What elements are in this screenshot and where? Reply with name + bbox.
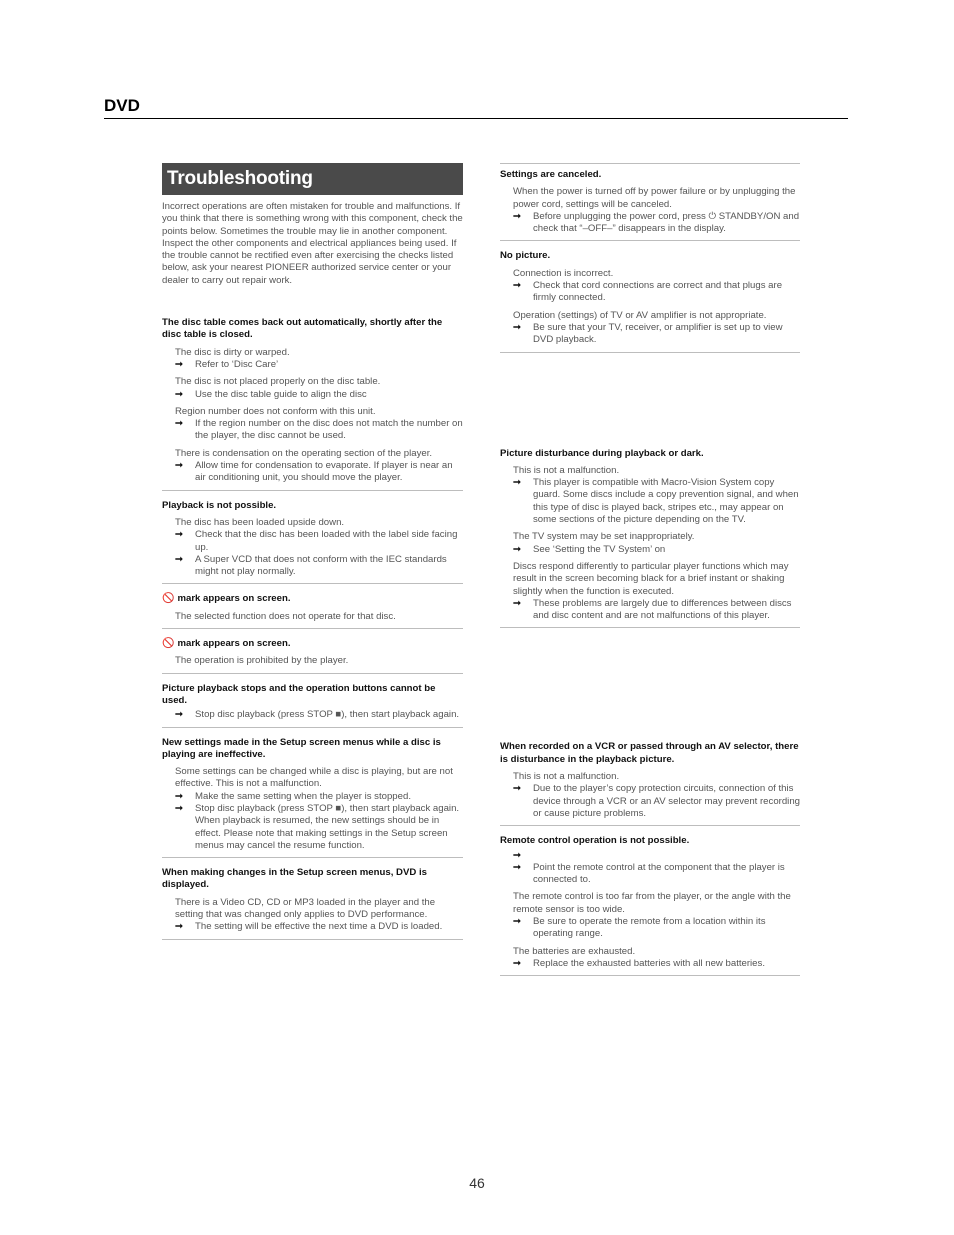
trouble-remedy [500,280,800,305]
arrow-right-icon: ➞ [175,709,184,721]
trouble-title-text: Picture disturbance during playback or dark. [500,447,704,459]
spacer [500,633,800,737]
trouble-block [162,634,463,674]
arrow-right-icon: ➞ [175,802,184,814]
trouble-cause: There is a Video CD, CD or MP3 loaded in the player and the setting that was changed only applies to DVD performance. [175,896,436,921]
remedy-text: Before unplugging the power cord, press ⏻ STANDBY/ON and check that “–OFF–” disappears in the display. [533,210,800,235]
trouble-block [500,737,800,826]
trouble-cause: The operation is prohibited by the player. [175,655,349,667]
trouble-remedy [500,211,800,236]
trouble-cause: The disc is dirty or warped. [175,346,290,358]
remedy-text: The setting will be effective the next time a DVD is loaded. [195,921,443,933]
trouble-remedy [500,544,800,556]
trouble-cause: This is not a malfunction. [513,771,620,783]
trouble-remedy [162,554,463,579]
prohibited-disc-icon: 🚫 [162,593,175,605]
trouble-title [162,317,463,342]
remedy-text: This player is compatible with Macro-Vision System copy guard. Some discs include a copy prevention signal, and when this type of disc is played back, stripes etc., may appear on some sections of the picture depending on the TV. [533,477,799,526]
trouble-title [162,867,463,892]
trouble-remedy [162,460,463,485]
trouble-block [500,444,800,629]
trouble-title [162,683,463,708]
trouble-cause: When the power is turned off by power failure or by unplugging the power cord, settings will be canceled. [513,186,796,210]
trouble-remedy [162,418,463,443]
arrow-right-icon: ➞ [513,280,522,292]
arrow-right-icon: ➞ [513,849,522,861]
trouble-title-text: New settings made in the Setup screen menus while a disc is playing are ineffective. [162,736,441,760]
trouble-title [162,500,463,512]
trouble-remedy [162,921,463,933]
trouble-remedy [500,477,800,526]
trouble-remedy [500,850,800,862]
section-label: DVD [104,96,140,115]
trouble-title-text: The disc table comes back out automatically, shortly after the disc table is closed. [162,317,443,341]
trouble-remedy [162,359,463,371]
remedy-text: Replace the exhausted batteries with all new batteries. [533,957,765,969]
trouble-title [162,737,463,762]
trouble-block [162,733,463,859]
section-rule [104,118,848,119]
arrow-right-icon: ➞ [175,921,184,933]
trouble-cause: Connection is incorrect. [513,267,614,279]
trouble-cause: The disc has been loaded upside down. [175,516,345,528]
trouble-block [500,831,800,976]
trouble-block [500,246,800,352]
arrow-right-icon: ➞ [175,553,184,565]
page-number: 46 [469,1175,485,1191]
trouble-title [500,835,800,847]
arrow-right-icon: ➞ [513,543,522,555]
trouble-cause: The selected function does not operate for that disc. [175,610,396,622]
trouble-block [162,313,463,491]
trouble-block [162,496,463,585]
trouble-title [500,741,800,766]
left-blocks [162,313,463,940]
remedy-text: Stop disc playback (press STOP ■), then start playback again. When playback is resumed, the new settings should be in effect. Please note that making settings in the Setup screen menus may cancel the resume function. [195,802,460,851]
trouble-remedy [500,783,800,820]
trouble-remedy [162,529,463,554]
trouble-remedy [500,916,800,941]
trouble-title [162,593,463,605]
trouble-title-text: Settings are canceled. [500,169,602,180]
arrow-right-icon: ➞ [175,460,184,472]
page-title: Troubleshooting [162,163,463,195]
trouble-title-text: No picture. [500,250,551,262]
arrow-right-icon: ➞ [175,790,184,802]
remedy-text: Allow time for condensation to evaporate. If player is near an air conditioning unit, you should move the player. [195,460,453,484]
arrow-right-icon: ➞ [175,388,184,400]
trouble-block [500,163,800,241]
trouble-remedy [162,791,463,803]
arrow-right-icon: ➞ [175,529,184,541]
trouble-title-text: Remote control operation is not possible. [500,835,690,847]
trouble-block [162,589,463,629]
trouble-remedy [162,803,463,852]
remedy-text: Due to the player’s copy protection circuits, connection of this device through a VCR or an AV selector may prevent recording or cause picture problems. [533,783,800,819]
arrow-right-icon: ➞ [513,210,522,222]
trouble-title-text: Picture playback stops and the operation buttons cannot be used. [162,682,436,706]
remedy-text: These problems are largely due to differences between discs and disc content and are not malfunctions of this player. [533,597,792,622]
remedy-text: Point the remote control at the component that the player is connected to. [533,861,785,886]
trouble-remedy [500,598,800,623]
intro-paragraph: Incorrect operations are often mistaken for trouble and malfunctions. If you think that there is something wrong with this component, check the points below. Sometimes the trouble may lie in another component. Inspect the other components and electrical appliances being used. If the trouble cannot be rectified even after exercising the checks listed below, ask your nearest PIONEER authorized service center or your dealer to carry out repair work. [162,201,463,286]
arrow-right-icon: ➞ [513,957,522,969]
arrow-right-icon: ➞ [175,358,184,370]
remedy-text [533,850,800,862]
trouble-title-text: When making changes in the Setup screen menus, DVD is displayed. [162,867,427,891]
prohibited-player-icon: 🚫 [162,638,175,650]
remedy-text: Be sure to operate the remote from a location within its operating range. [533,915,766,940]
arrow-right-icon: ➞ [513,597,522,609]
arrow-right-icon: ➞ [513,477,522,489]
remedy-text: Check that the disc has been loaded with the label side facing up. [195,529,458,553]
arrow-right-icon: ➞ [513,915,522,927]
trouble-remedy [162,389,463,401]
trouble-title-text: When recorded on a VCR or passed through an AV selector, there is disturbance in the playback picture. [500,741,799,765]
trouble-remedy [500,862,800,887]
trouble-title-text: Playback is not possible. [162,499,277,511]
remedy-text: Check that cord connections are correct and that plugs are firmly connected. [533,280,783,304]
trouble-title [500,169,800,181]
trouble-title [162,638,463,650]
trouble-title [500,250,800,262]
trouble-remedy [500,958,800,970]
trouble-cause: The disc is not placed properly on the disc table. [175,376,381,388]
arrow-right-icon: ➞ [513,783,522,795]
trouble-cause: Discs respond differently to particular player functions which may result in the screen becoming black for a brief instant or shaking slightly when the function is executed. [513,560,789,597]
arrow-right-icon: ➞ [513,861,522,873]
trouble-title-text: mark appears on screen. [177,593,291,605]
remedy-text: See ‘Setting the TV System’ on [533,543,666,555]
trouble-cause: The remote control is too far from the player, or the angle with the remote sensor is too wide. [513,891,791,915]
trouble-cause: Region number does not conform with this unit. [175,405,376,417]
trouble-block [162,679,463,728]
remedy-text: A Super VCD that does not conform with the IEC standards might not play normally. [195,553,447,578]
trouble-cause: Operation (settings) of TV or AV amplifier is not appropriate. [513,309,767,321]
remedy-text: Be sure that your TV, receiver, or amplifier is set up to view DVD playback. [533,321,783,346]
right-blocks [500,163,800,976]
left-column [162,163,463,945]
remedy-text: If the region number on the disc does not match the number on the player, the disc cannot be used. [195,418,463,442]
arrow-right-icon: ➞ [513,321,522,333]
remedy-text: Use the disc table guide to align the disc [195,388,367,400]
trouble-cause: The TV system may be set inappropriately. [513,531,695,543]
trouble-remedy [162,709,463,721]
trouble-cause: The batteries are exhausted. [513,945,636,957]
trouble-cause: There is condensation on the operating section of the player. [175,447,433,459]
trouble-title-text: mark appears on screen. [177,638,291,650]
remedy-text: Stop disc playback (press STOP ■), then start playback again. [195,709,460,721]
right-column [500,163,800,981]
arrow-right-icon: ➞ [175,418,184,430]
trouble-remedy [500,322,800,347]
trouble-block [162,863,463,939]
remedy-text: Refer to ‘Disc Care’ [195,358,279,370]
trouble-title [500,448,800,460]
trouble-cause: This is not a malfunction. [513,464,620,476]
remedy-text: Make the same setting when the player is stopped. [195,790,411,802]
spacer [500,358,800,444]
trouble-cause: Some settings can be changed while a disc is playing, but are not effective. This is not a malfunction. [175,766,453,790]
